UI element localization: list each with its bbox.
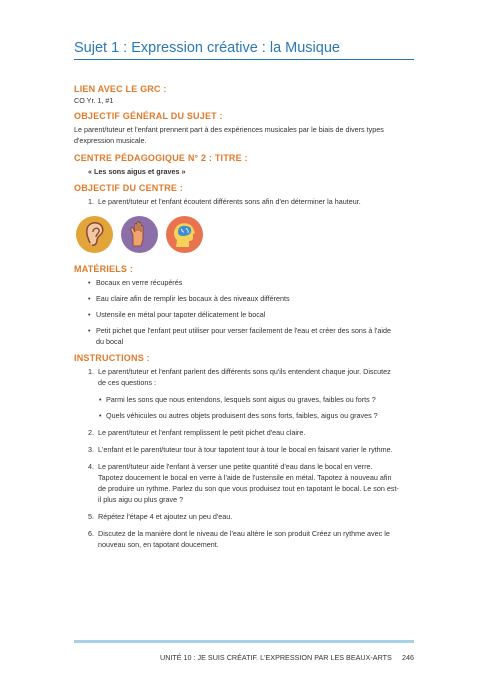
item-number: 5.: [88, 512, 94, 521]
item-text: Bocaux en verre récupérés: [96, 278, 183, 287]
footer-unit-title: UNITÉ 10 : JE SUIS CRÉATIF. L'EXPRESSION PAR LES BEAUX-ARTS: [160, 653, 392, 662]
list-item: [74, 427, 414, 438]
item-text-cont: il plus aigu ou plus grave ?: [98, 495, 184, 504]
ear-icon: [76, 216, 113, 253]
hand-icon: [121, 216, 158, 253]
item-number: 3.: [88, 445, 94, 454]
materiels-heading: MATÉRIELS :: [74, 264, 134, 274]
item-number: 6.: [88, 529, 94, 538]
item-text-cont: Tapotez doucement le bocal en verre à l'aide de l'ustensile en métal. Tapotez à nouveau afin: [98, 473, 392, 482]
objectif-general-text-2: d'expression musicale.: [74, 136, 147, 145]
page-title: Sujet 1 : Expression créative : la Musique: [74, 40, 414, 60]
materiels-list: [74, 277, 414, 347]
item-text-cont: nouveau son, en tapotant doucement.: [98, 540, 219, 549]
bullet: •: [88, 326, 91, 335]
list-item: [74, 511, 414, 522]
list-item: [74, 366, 414, 388]
item-text: Le parent/tuteur et l'enfant écoutent différents sons afin d'en déterminer la hauteur.: [98, 197, 361, 206]
list-item: [74, 325, 414, 347]
list-item: [74, 196, 414, 207]
item-number: 2.: [88, 428, 94, 437]
list-item: [74, 444, 414, 455]
objectif-centre-heading: OBJECTIF DU CENTRE :: [74, 183, 184, 193]
lien-text: CO Yr. 1, #1: [74, 96, 114, 105]
item-text: Parmi les sons que nous entendons, lesquels sont aigus ou graves, faibles ou forts ?: [106, 395, 376, 404]
objectif-general-heading: OBJECTIF GÉNÉRAL DU SUJET :: [74, 111, 223, 121]
item-text-cont: de ces questions :: [98, 378, 156, 387]
item-text-cont: du bocal: [96, 337, 124, 346]
bullet: •: [99, 411, 102, 420]
sense-icons: [76, 216, 414, 253]
centre-subtitle: « Les sons aigus et graves »: [88, 167, 186, 176]
item-number: 4.: [88, 462, 94, 471]
item-number: 1.: [88, 367, 94, 376]
item-text-cont: de produire un rythme. Parlez du son que vous produisez tout en tapotant le bocal. Le son est-: [98, 484, 399, 493]
item-text: Quels véhicules ou autres objets produisent des sons forts, faibles, aigus ou graves ?: [106, 411, 378, 420]
bullet: •: [88, 278, 91, 287]
item-text: Discutez de la manière dont le niveau de l'eau altère le son produit Créez un rythme avec le: [98, 529, 390, 538]
page-number: 246: [402, 653, 414, 662]
sub-list-item: [74, 394, 414, 405]
footer-divider: [74, 640, 414, 643]
instructions-heading: INSTRUCTIONS :: [74, 353, 150, 363]
list-item: [74, 309, 414, 320]
centre-heading: CENTRE PÉDAGOGIQUE N° 2 : TITRE :: [74, 153, 248, 163]
page-content: [74, 40, 414, 550]
page-footer: [160, 653, 414, 662]
item-text: Répétez l'étape 4 et ajoutez un peu d'eau.: [98, 512, 233, 521]
bullet: •: [99, 395, 102, 404]
bullet: •: [88, 294, 91, 303]
item-text: Le parent/tuteur et l'enfant parlent des différents sons qu'ils entendent chaque jour. Discutez: [98, 367, 391, 376]
item-text: Petit pichet que l'enfant peut utiliser pour verser facilement de l'eau et créer des sons à l'aide: [96, 326, 391, 335]
sub-list-item: [74, 410, 414, 421]
instructions-list: [74, 366, 414, 550]
objectif-general-text-1: Le parent/tuteur et l'enfant prennent part à des expériences musicales par le biais de divers types: [74, 125, 384, 134]
item-text: Ustensile en métal pour tapoter délicatement le bocal: [96, 310, 266, 319]
item-number: 1.: [88, 197, 94, 206]
brain-head-icon: [166, 216, 203, 253]
list-item: [74, 293, 414, 304]
list-item: [74, 277, 414, 288]
item-text: Eau claire afin de remplir les bocaux à des niveaux différents: [96, 294, 290, 303]
lien-heading: LIEN AVEC LE GRC :: [74, 84, 167, 94]
list-item: [74, 528, 414, 550]
item-text: Le parent/tuteur aide l'enfant à verser une petite quantité d'eau dans le bocal en verre.: [98, 462, 373, 471]
bullet: •: [88, 310, 91, 319]
list-item: [74, 461, 414, 505]
item-text: L'enfant et le parent/tuteur tour à tour tapotent tour à tour le bocal en faisant varier le rythme.: [98, 445, 393, 454]
item-text: Le parent/tuteur et l'enfant remplissent le petit pichet d'eau claire.: [98, 428, 306, 437]
objectif-centre-list: [74, 196, 414, 207]
